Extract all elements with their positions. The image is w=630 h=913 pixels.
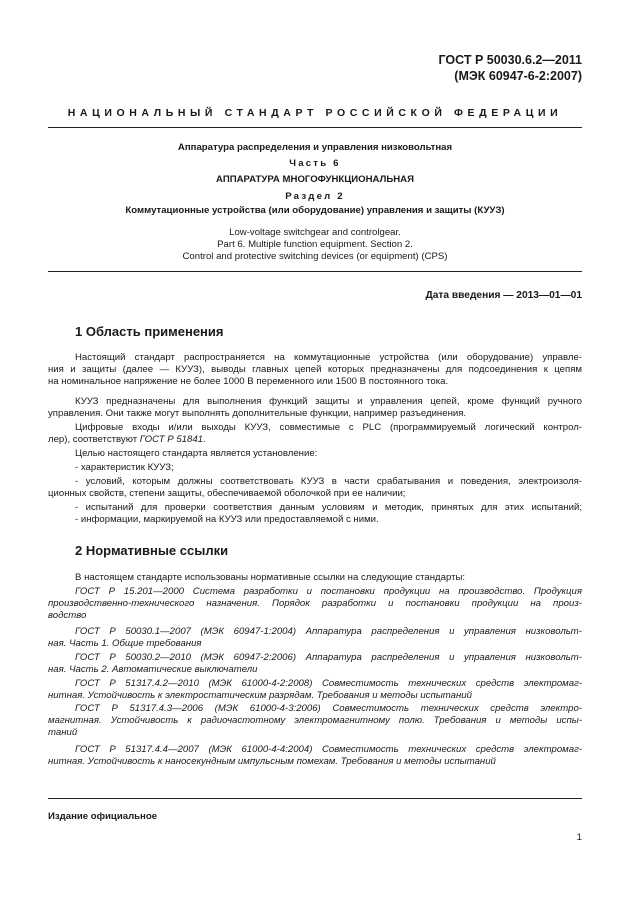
english-title-line-2: Part 6. Multiple function equipment. Section 2. — [217, 239, 413, 250]
national-standard-title: НАЦИОНАЛЬНЫЙ СТАНДАРТ РОССИЙСКОЙ ФЕДЕРАЦИИ — [67, 107, 563, 119]
reference-line: ГОСТ Р 51317.4.3—2006 (МЭК 61000-4-3:2006) Совместимость технических средств электро- — [75, 703, 582, 714]
title-divider — [48, 271, 582, 272]
reference-line: ГОСТ Р 50030.1—2007 (МЭК 60947-1:2004) Аппаратура распределения и управления низковольт- — [75, 626, 582, 637]
document-title: Аппаратура распределения и управления низковольтная — [177, 142, 453, 153]
reference-line: производственно-технического назначения. Порядок разработки и постановки продукции на произ- — [48, 598, 582, 609]
standard-number: ГОСТ Р 50030.6.2—2011 — [438, 53, 582, 67]
reference-line: магнитная. Устойчивость к радиочастотному электромагнитному полю. Требования и методы испы- — [48, 715, 582, 726]
reference-line: ГОСТ Р 51317.4.4—2007 (МЭК 61000-4-4:2004) Совместимость технических средств электромаг- — [75, 744, 582, 755]
paragraph-line: ния и защиты (далее — КУУЗ), выводы главных цепей которых предназначены для подсоединения к цепям — [48, 364, 582, 375]
english-title-line-1: Low-voltage switchgear and controlgear. — [229, 227, 401, 238]
reference-line: ГОСТ Р 15.201—2000 Система разработки и постановки продукции на производство. Продукция — [75, 586, 582, 597]
paragraph-line: управления. Они также могут выполнять дополнительные функции, например разъединения. — [48, 408, 467, 419]
part-title: АППАРАТУРА МНОГОФУНКЦИОНАЛЬНАЯ — [216, 174, 414, 185]
part-label: Часть 6 — [289, 158, 341, 169]
paragraph-line: лер), соответствуют ГОСТ Р 51841. — [48, 434, 206, 445]
section-2-heading: 2 Нормативные ссылки — [75, 543, 229, 558]
section-title: Коммутационные устройства (или оборудование) управления и защиты (КУУЗ) — [125, 205, 505, 216]
paragraph-line: Цифровые входы и/или выходы КУУЗ, совместимые с PLC (программируемый логический контрол- — [75, 422, 582, 433]
paragraph-line: на номинальное напряжение не более 1000 В переменного или 1500 В постоянного тока. — [48, 376, 449, 387]
paragraph-line: Целью настоящего стандарта является установление: — [75, 448, 318, 459]
reference-line: ГОСТ Р 51317.4.2—2010 (МЭК 61000-4-2:2008) Совместимость технических средств электромаг- — [75, 678, 582, 689]
standard-designation — [438, 52, 582, 84]
reference-line: ГОСТ Р 50030.2—2010 (МЭК 60947-2:2006) Аппаратура распределения и управления низковольт- — [75, 652, 582, 663]
section-label: Раздел 2 — [285, 191, 345, 202]
list-item: - характеристик КУУЗ; — [75, 462, 174, 473]
reference-line: ная. Часть 1. Общие требования — [48, 638, 202, 649]
footer-divider — [48, 798, 582, 799]
introduction-date: Дата введения — 2013—01—01 — [425, 290, 582, 301]
header-divider — [48, 127, 582, 128]
reference-line: нитная. Устойчивость к наносекундным импульсным помехам. Требования и методы испытаний — [48, 756, 496, 767]
list-item: - испытаний для проверки соответствия данным условиям и методик, принятых для этих испытаний; — [75, 502, 582, 513]
reference-line: таний — [48, 727, 78, 738]
paragraph-line: В настоящем стандарте использованы нормативные ссылки на следующие стандарты: — [75, 572, 466, 583]
english-title-line-3: Control and protective switching devices (or equipment) (CPS) — [182, 251, 448, 262]
paragraph-line: Настоящий стандарт распространяется на коммутационные устройства (или оборудование) управле- — [75, 352, 582, 363]
page-number: 1 — [576, 832, 582, 843]
list-item: - информации, маркируемой на КУУЗ или предоставляемой с ними. — [75, 514, 379, 525]
official-edition-label: Издание официальное — [48, 811, 158, 822]
list-item: - условий, которым должны соответствовать КУУЗ в части срабатывания и поведения, электроизоля- — [75, 476, 582, 487]
reference-line: ная. Часть 2. Автоматические выключатели — [48, 664, 258, 675]
paragraph-line: КУУЗ предназначены для выполнения функций защиты и управления цепей, кроме функций ручного — [75, 396, 582, 407]
iec-number: (МЭК 60947-6-2:2007) — [454, 69, 582, 83]
reference-line: нитная. Устойчивость к электростатическим разрядам. Требования и методы испытаний — [48, 690, 472, 701]
gost-reference: ГОСТ Р 51841 — [139, 434, 204, 445]
list-item-continuation: ционных свойств, степени защиты, обеспечиваемой оболочкой при ее наличии; — [48, 488, 406, 499]
reference-line: водство — [48, 610, 87, 621]
section-1-heading: 1 Область применения — [75, 324, 224, 339]
